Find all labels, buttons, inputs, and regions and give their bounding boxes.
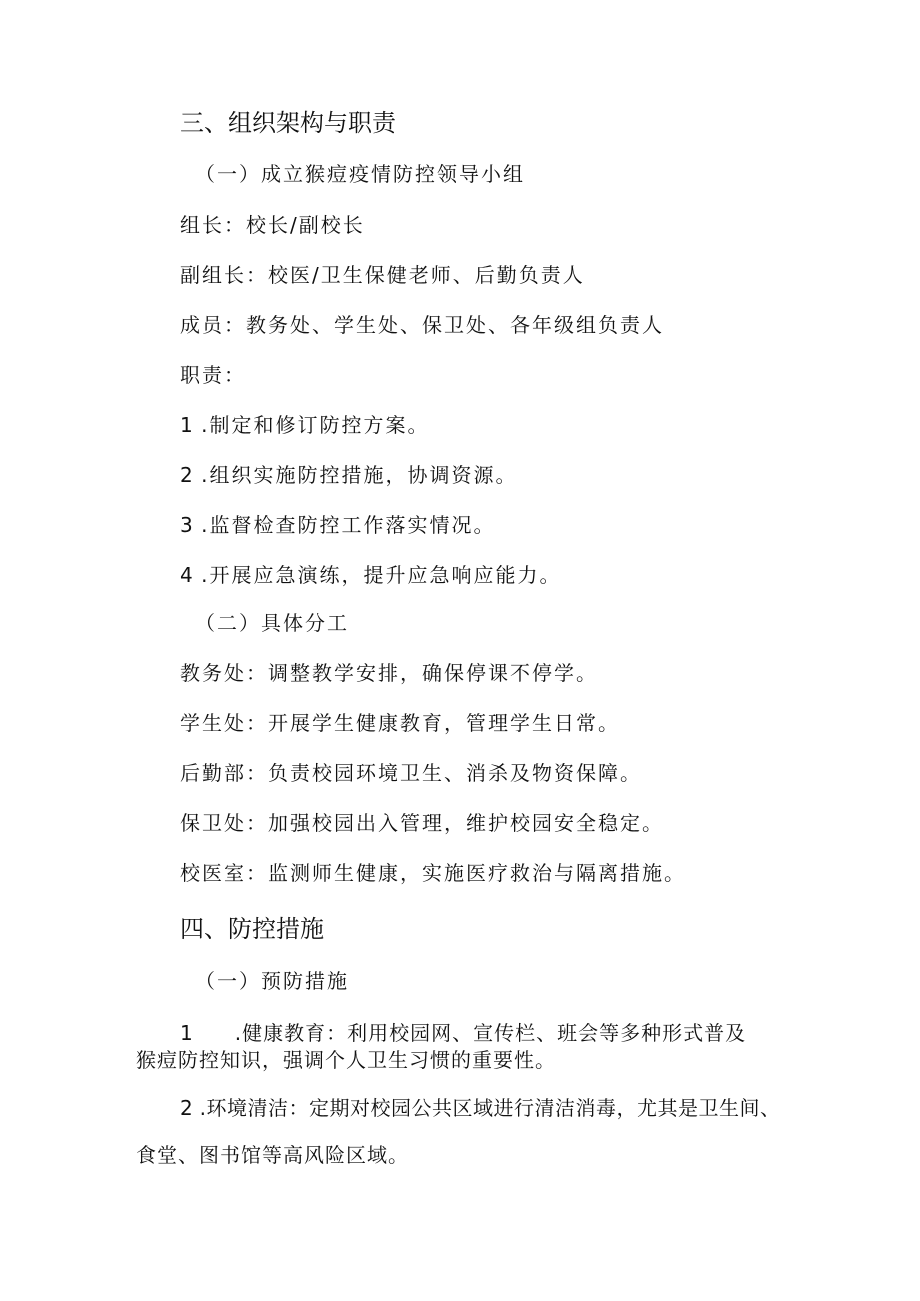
division-item: 保卫处：加强校园出入管理，维护校园安全稳定。 <box>180 811 664 835</box>
prevention-text: .环境清洁：定期对校园公共区域进行清洁消毒，尤其是卫生间、 <box>199 1096 781 1120</box>
duty-text: .开展应急演练，提升应急响应能力。 <box>201 563 562 587</box>
subsection-2-heading: （二）具体分工 <box>195 611 349 635</box>
duty-item <box>180 512 495 538</box>
division-item: 后勤部：负责校园环境卫生、消杀及物资保障。 <box>180 761 642 785</box>
section-4-heading: 四、防控措施 <box>180 915 324 943</box>
deputy-leader-line: 副组长：校医/卫生保健老师、后勤负责人 <box>180 263 585 287</box>
division-item: 学生处：开展学生健康教育，管理学生日常。 <box>180 711 620 735</box>
duty-text: .制定和修订防控方案。 <box>201 413 430 437</box>
duty-text: .监督检查防控工作落实情况。 <box>201 513 496 537</box>
duty-item <box>180 562 561 588</box>
prevention-item-1-line-1 <box>180 1020 746 1046</box>
prevention-item-1-line-2: 猴痘防控知识，强调个人卫生习惯的重要性。 <box>136 1048 556 1072</box>
duties-label: 职责： <box>180 363 246 387</box>
division-item: 校医室：监测师生健康，实施医疗救治与隔离措施。 <box>180 861 686 885</box>
prevention-item-2-line-1 <box>180 1095 780 1121</box>
leader-line: 组长：校长/副校长 <box>180 213 365 237</box>
duty-item <box>180 412 429 438</box>
duty-number: 2 <box>180 463 193 487</box>
prevention-number: 1 <box>180 1021 193 1045</box>
duty-number: 1 <box>180 413 193 437</box>
duty-text: .组织实施防控措施，协调资源。 <box>201 463 518 487</box>
prevention-number: 2 <box>180 1096 193 1120</box>
subsection-1-heading: （一）成立猴痘疫情防控领导小组 <box>195 162 525 186</box>
duty-number: 3 <box>180 513 193 537</box>
duty-item <box>180 462 517 488</box>
duty-number: 4 <box>180 563 193 587</box>
section-3-heading: 三、组织架构与职责 <box>180 109 396 137</box>
division-item: 教务处：调整教学安排，确保停课不停学。 <box>180 661 598 685</box>
prevention-item-2-line-2: 食堂、图书馆等高风险区域。 <box>136 1143 409 1167</box>
prevention-heading: （一）预防措施 <box>195 969 349 993</box>
prevention-text: .健康教育：利用校园网、宣传栏、班会等多种形式普及 <box>234 1021 747 1045</box>
members-line: 成员：教务处、学生处、保卫处、各年级组负责人 <box>180 313 664 337</box>
